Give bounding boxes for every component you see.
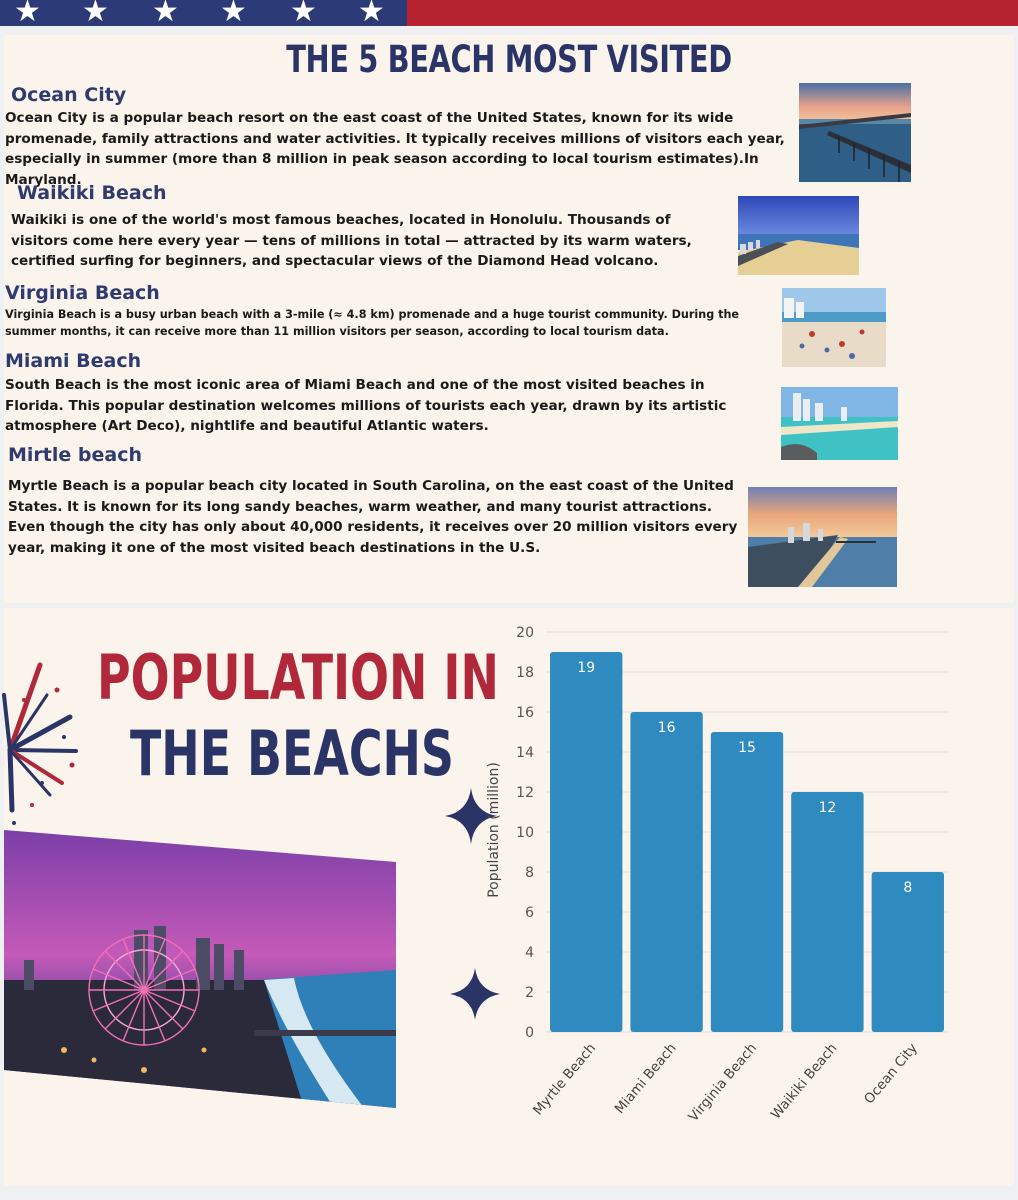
y-tick-label: 14 — [516, 745, 534, 761]
x-tick-label: Waikiki Beach — [767, 1040, 841, 1123]
section-body-miami-beach: South Beach is the most iconic area of Miami Beach and one of the most visited beaches in Florida. This popular destination welcomes millions of tourists each year, drawn by its artistic atmosphere (Art Deco), nightlife and beautiful Atlantic waters. — [5, 377, 727, 434]
section-heading-waikiki: Waikiki Beach — [17, 182, 167, 204]
myrtle-beach-photo — [748, 487, 897, 587]
y-tick-label: 6 — [525, 905, 534, 921]
section-heading-ocean-city: Ocean City — [11, 84, 127, 106]
star-icon: ★ — [358, 0, 385, 29]
population-title-line2: THE BEACHS — [130, 717, 454, 790]
bar-value-label: 15 — [738, 740, 756, 756]
x-tick-label: Virginia Beach — [685, 1040, 761, 1125]
y-tick-label: 20 — [516, 625, 534, 641]
population-title-line1: POPULATION IN — [97, 641, 499, 714]
bar-myrtle-beach — [550, 652, 622, 1032]
star-icon: ★ — [290, 0, 317, 29]
bar-miami-beach — [630, 712, 702, 1032]
section-body-virginia-beach: Virginia Beach is a busy urban beach with a 3-mile (≈ 4.8 km) promenade and a huge tourist community. During the summer months, it can receive more than 11 million visitors per season, according to local tourism data. — [5, 308, 740, 338]
y-tick-label: 12 — [516, 785, 534, 801]
virginia-beach-photo — [782, 288, 886, 367]
section-heading-myrtle-beach: Mirtle beach — [8, 444, 142, 466]
ocean-city-photo — [799, 83, 911, 182]
bar-value-label: 12 — [818, 800, 837, 816]
x-tick-label: Ocean City — [861, 1040, 921, 1108]
y-tick-label: 8 — [525, 865, 534, 881]
stars-stripe — [0, 0, 407, 29]
y-tick-label: 10 — [516, 825, 534, 841]
y-axis-label: Population (million) — [486, 762, 502, 898]
y-tick-label: 0 — [525, 1025, 534, 1041]
y-axis-ticks — [516, 625, 534, 1041]
star-icon: ★ — [82, 0, 109, 29]
section-heading-miami-beach: Miami Beach — [5, 350, 142, 372]
section-body-myrtle-beach: Myrtle Beach is a popular beach city located in South Carolina, on the east coast of the United States. It is known for its long sandy beaches, warm weather, and many tourist attractions. Even though the city has only about 40,000 residents, it receives over 20 million visitors every year, making it one of the most visited beach destinations in the U.S. — [8, 478, 738, 556]
bar-value-label: 8 — [903, 880, 913, 896]
bar-value-label: 19 — [577, 660, 596, 676]
miami-beach-photo — [781, 387, 898, 460]
x-axis-ticks — [530, 1040, 921, 1125]
x-tick-label: Myrtle Beach — [530, 1040, 600, 1119]
chart-bars — [550, 652, 944, 1032]
population-bar-chart — [470, 618, 1010, 1178]
page-title: THE 5 BEACH MOST VISITED — [286, 38, 732, 81]
star-icon: ★ — [220, 0, 247, 29]
waikiki-photo — [738, 196, 859, 275]
y-tick-label: 2 — [525, 985, 534, 1001]
x-tick-label: Miami Beach — [611, 1040, 680, 1117]
bar-virginia-beach — [711, 732, 783, 1032]
section-body-waikiki: Waikiki is one of the world's most famous beaches, located in Honolulu. Thousands of visitors come here every year — tens of millions in total — attracted by its warm waters, certified surfing for beginners, and spectacular views of the Diamond Head volcano. — [11, 212, 692, 269]
section-body-ocean-city: Ocean City is a popular beach resort on the east coast of the United States, known for its wide promenade, family attractions and water activities. It typically receives millions of visitors each year, especially in summer (more than 8 million in peak season according to local tourism estimates).In Maryland. — [5, 110, 785, 188]
myrtle-beach-skyline-photo — [4, 830, 396, 1108]
red-stripe — [407, 0, 1018, 26]
bar-value-label: 16 — [657, 720, 676, 736]
firework-icon — [2, 655, 82, 825]
bar-ocean-city — [872, 872, 944, 1032]
star-icon: ★ — [14, 0, 41, 29]
y-tick-label: 16 — [516, 705, 534, 721]
flag-banner — [0, 0, 1018, 29]
section-heading-virginia-beach: Virginia Beach — [5, 282, 160, 304]
star-icon: ★ — [152, 0, 179, 29]
y-tick-label: 4 — [525, 945, 534, 961]
bar-waikiki-beach — [791, 792, 863, 1032]
y-tick-label: 18 — [516, 665, 534, 681]
